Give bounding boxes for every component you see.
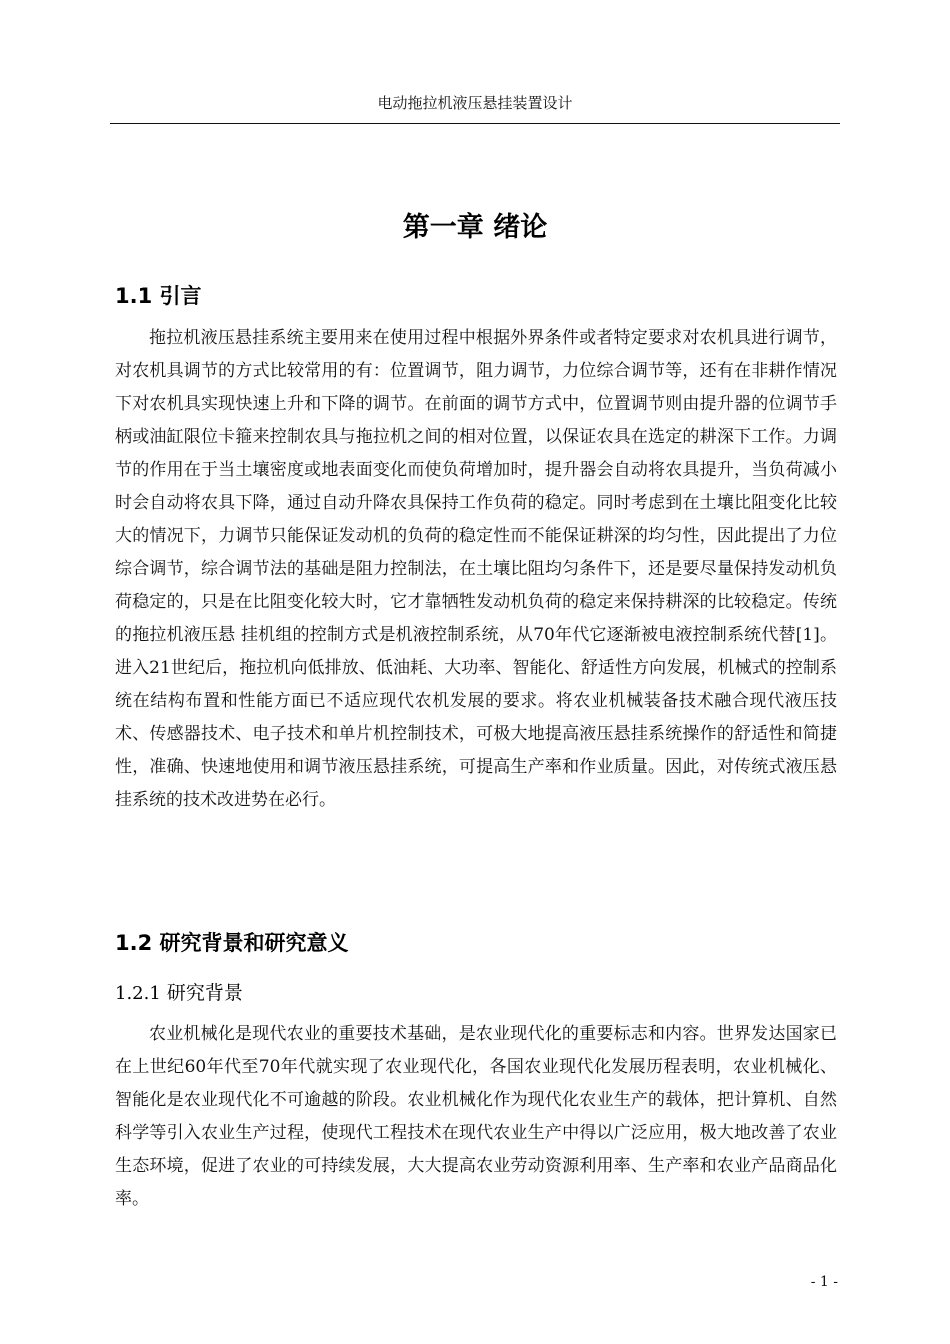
running-header: 电动拖拉机液压悬挂装置设计 (377, 94, 573, 112)
background-paragraph: 农业机械化是现代农业的重要技术基础，是农业现代化的重要标志和内容。世界发达国家已在上世纪60年代至70年代就实现了农业现代化，各国农业现代化发展历程表明，农业机械化、智能化是农业现代化不可逾越的阶段。农业机械化作为现代化农业生产的载体，把计算机、自然科学等引入农业生产过程，使现代工程技术在现代农业生产中得以广泛应用，极大地改善了农业生态环境，促进了农业的可持续发展，大大提高农业劳动资源利用率、生产率和农业产品商品化率。 (115, 1024, 837, 1209)
chapter-title: 第一章 绪论 (402, 212, 548, 243)
intro-paragraph: 拖拉机液压悬挂系统主要用来在使用过程中根据外界条件或者特定要求对农机具进行调节，对农机具调节的方式比较常用的有：位置调节，阻力调节，力位综合调节等，还有在非耕作情况下对农机具实现快速上升和下降的调节。在前面的调节方式中，位置调节则由提升器的位调节手柄或油缸限位卡箍来控制农具与拖拉机之间的相对位置，以保证农具在选定的耕深下工作。力调节的作用在于当土壤密度或地表面变化而使负荷增加时，提升器会自动将农具提升，当负荷减小时会自动将农具下降，通过自动升降农具保持工作负荷的稳定。同时考虑到在土壤比阻变化比较大的情况下，力调节只能保证发动机的负荷的稳定性而不能保证耕深的均匀性，因此提出了力位综合调节，综合调节法的基础是阻力控制法，在土壤比阻均匀条件下，还是要尽量保持发动机负荷稳定的，只是在比阻变化较大时，它才靠牺牲发动机负荷的稳定来保持耕深的比较稳定。传统的拖拉机液压悬 挂机组的控制方式是机液控制系统，从70年代它逐渐被电液控制系统代替[1]。进入21世纪后，拖拉机向低排放、低油耗、大功率、智能化、舒适性方向发展，机械式的控制系统在结构布置和性能方面已不适应现代农机发展的要求。将农业机械装备技术融合现代液压技术、传感器技术、电子技术和单片机控制技术，可极大地提高液压悬挂系统操作的舒适性和简捷性，准确、快速地使用和调节液压悬挂系统，可提高生产率和作业质量。因此，对传统式液压悬挂系统的技术改进势在必行。 (115, 328, 837, 810)
subsection-heading (115, 978, 243, 1005)
section-heading-background: 1.2 研究背景和研究意义 (115, 931, 349, 955)
subsection-number: 1.2.1 (115, 983, 161, 1004)
section-heading-intro: 1.1 引言 (115, 284, 202, 308)
subsection-title: 研究背景 (166, 982, 243, 1004)
header-divider (110, 123, 840, 124)
page-number: - 1 - (810, 1274, 838, 1290)
